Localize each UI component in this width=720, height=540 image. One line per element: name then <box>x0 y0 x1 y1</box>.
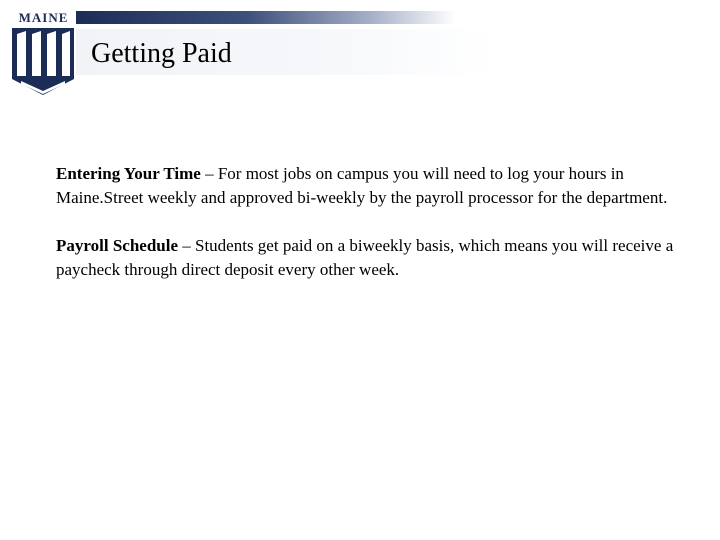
university-crest-icon <box>11 11 75 97</box>
page-title: Getting Paid <box>91 38 232 69</box>
text-entering-your-time: – For most jobs on campus you will need to log your hours in Maine.Street weekly and approved bi-weekly by the payroll processor for the department. <box>56 164 668 207</box>
logo-wordmark: MAINE <box>18 10 69 25</box>
term-entering-your-time: Entering Your Time <box>56 164 201 183</box>
paragraph-entering-your-time <box>56 162 691 210</box>
slide-body <box>56 162 691 306</box>
term-payroll-schedule: Payroll Schedule <box>56 236 178 255</box>
header-gradient-band <box>76 11 456 24</box>
paragraph-payroll-schedule <box>56 234 691 282</box>
text-payroll-schedule: – Students get paid on a biweekly basis, which means you will receive a paycheck through direct deposit every other week. <box>56 236 674 279</box>
